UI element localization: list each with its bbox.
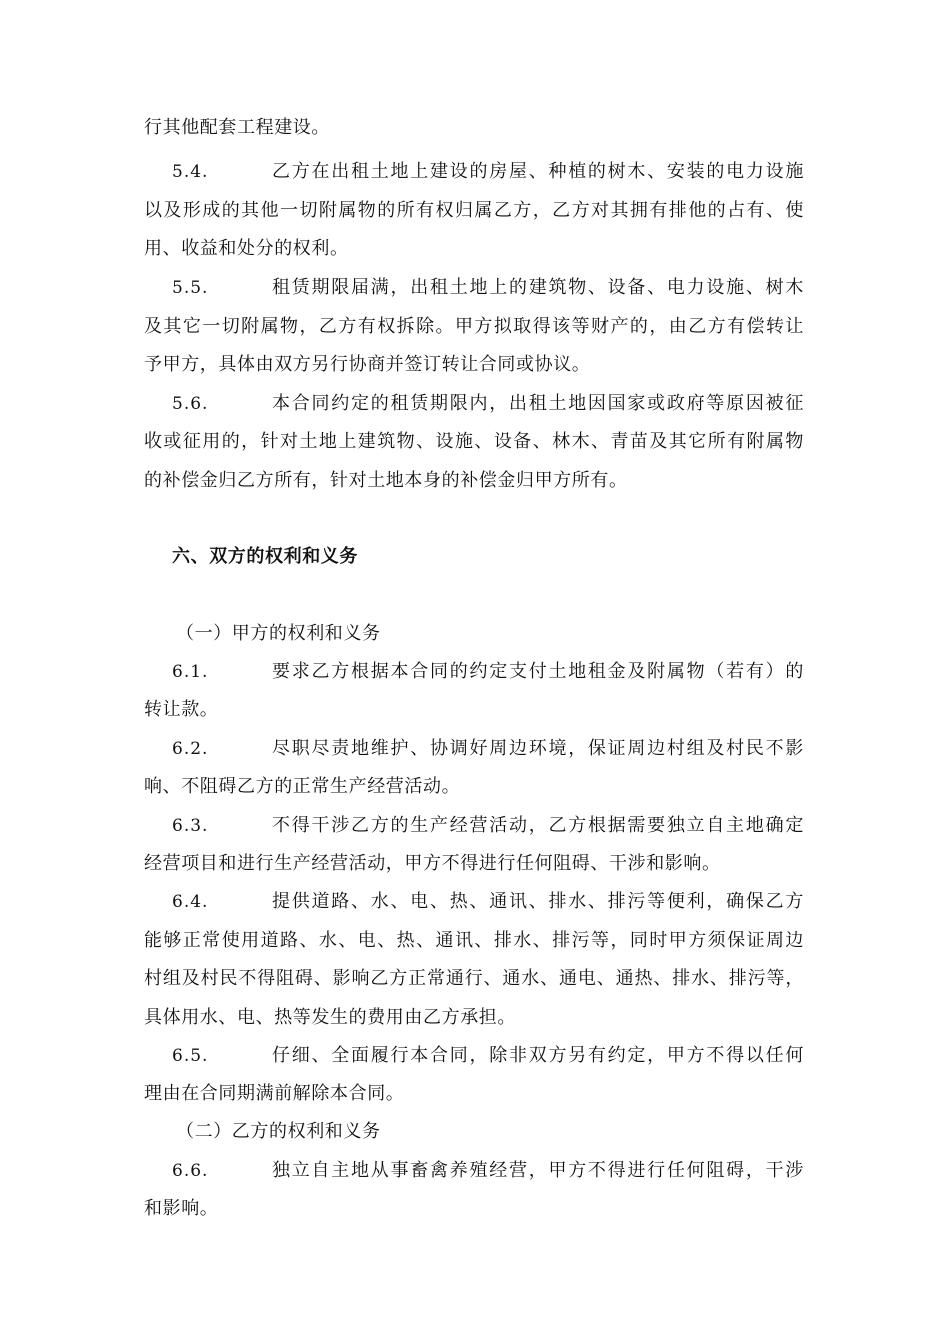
clause-5-6-line-3: 的补偿金归乙方所有，针对土地本身的补偿金归甲方所有。: [144, 470, 628, 491]
clause-5-5-number: 5.5.: [172, 278, 209, 298]
clause-5-5-line-3: 予甲方，具体由双方另行协商并签订转让合同或协议。: [144, 354, 591, 375]
clause-5-5-line-1: 租赁期限届满，出租土地上的建筑物、设备、电力设施、树木: [272, 277, 804, 298]
clause-5-6-line-2: 收或征用的，针对土地上建筑物、设施、设备、林木、青苗及其它所有附属物: [144, 431, 804, 452]
clause-6-1-line-1: 要求乙方根据本合同的约定支付土地租金及附属物（若有）的: [272, 661, 804, 682]
clause-6-4-number: 6.4.: [172, 892, 209, 912]
clause-6-3-line-1: 不得干涉乙方的生产经营活动，乙方根据需要独立自主地确定: [272, 815, 804, 836]
clause-5-6-number: 5.6.: [172, 394, 209, 414]
clause-6-4-line-4: 具体用水、电、热等发生的费用由乙方承担。: [144, 1007, 516, 1028]
clause-6-2-number: 6.2.: [172, 739, 209, 759]
subsection-party-b-heading: （二）乙方的权利和义务: [176, 1121, 381, 1142]
clause-6-1-line-2: 转让款。: [144, 699, 219, 720]
clause-6-3-line-2: 经营项目和进行生产经营活动，甲方不得进行任何阻碍、干涉和影响。: [144, 853, 721, 874]
clause-6-4-line-3: 村组及村民不得阻碍、影响乙方正常通行、通水、通电、通热、排水、排污等，: [144, 968, 804, 989]
clause-6-1-number: 6.1.: [172, 662, 209, 682]
clause-6-2-line-1: 尽职尽责地维护、协调好周边环境，保证周边村组及村民不影: [272, 738, 804, 759]
subsection-party-a-heading: （一）甲方的权利和义务: [176, 623, 381, 644]
clause-6-2-line-2: 响、不阻碍乙方的正常生产经营活动。: [144, 776, 461, 797]
clause-5-6-line-1: 本合同约定的租赁期限内，出租土地因国家或政府等原因被征: [272, 393, 804, 414]
section-6-heading: 六、双方的权利和义务: [172, 546, 358, 567]
clause-6-4-line-1: 提供道路、水、电、热、通讯、排水、排污等便利，确保乙方: [272, 891, 804, 912]
clause-5-5-line-2: 及其它一切附属物，乙方有权拆除。甲方拟取得该等财产的，由乙方有偿转让: [144, 316, 804, 337]
clause-6-6-number: 6.6.: [172, 1161, 209, 1181]
clause-6-3-number: 6.3.: [172, 816, 209, 836]
clause-6-6-line-2: 和影响。: [144, 1198, 219, 1219]
clause-6-4-line-2: 能够正常使用道路、水、电、热、通讯、排水、排污等，同时甲方须保证周边: [144, 930, 804, 951]
clause-5-4-line-3: 用、收益和处分的权利。: [144, 238, 349, 259]
clause-5-4-line-1: 乙方在出租土地上建设的房屋、种植的树木、安装的电力设施: [272, 161, 804, 182]
clause-6-6-line-1: 独立自主地从事畜禽养殖经营，甲方不得进行任何阻碍，干涉: [272, 1160, 804, 1181]
paragraph-5-3-tail: 行其他配套工程建设。: [144, 117, 330, 138]
clause-5-4-number: 5.4.: [172, 162, 209, 182]
clause-6-5-line-2: 理由在合同期满前解除本合同。: [144, 1083, 405, 1104]
clause-6-5-number: 6.5.: [172, 1046, 209, 1066]
clause-6-5-line-1: 仔细、全面履行本合同，除非双方另有约定，甲方不得以任何: [272, 1045, 804, 1066]
clause-5-4-line-2: 以及形成的其他一切附属物的所有权归属乙方，乙方对其拥有排他的占有、使: [144, 200, 804, 221]
